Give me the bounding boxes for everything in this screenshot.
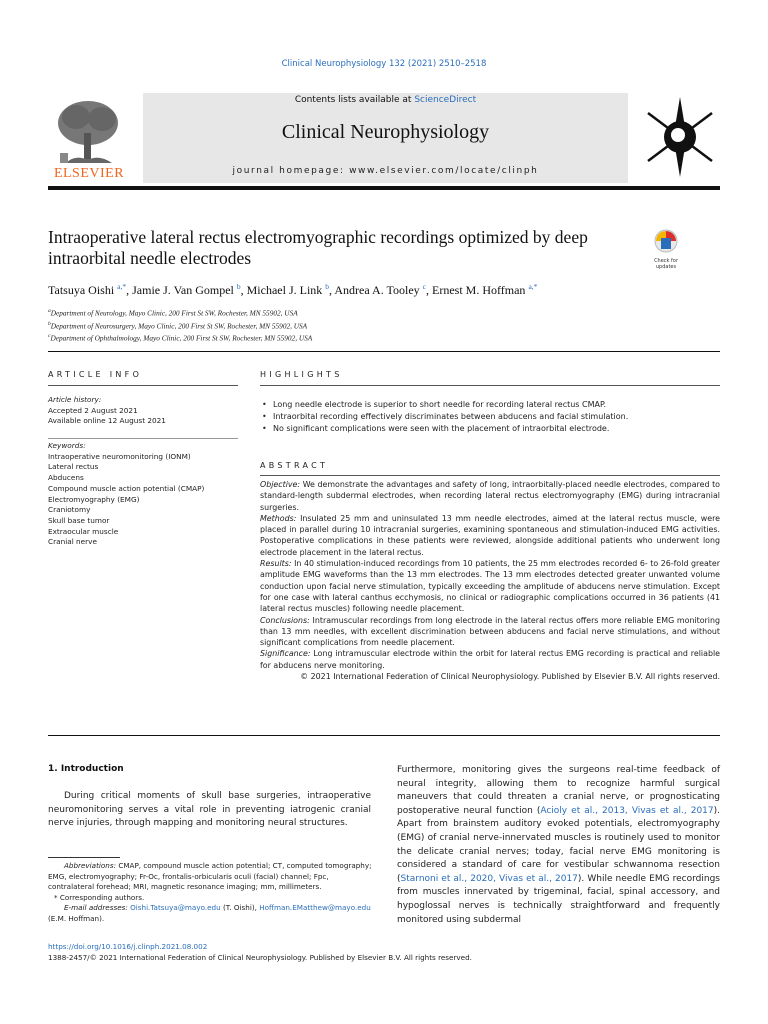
crossmark-label-line2: updates xyxy=(655,264,677,270)
keyword: Compound muscle action potential (CMAP) xyxy=(48,483,205,493)
author-name: Ernest M. Hoffman xyxy=(432,283,526,297)
homepage-prefix: journal homepage: xyxy=(232,166,350,176)
author-list xyxy=(48,282,728,298)
journal-cover-logo xyxy=(640,93,720,181)
title-block-rule xyxy=(48,351,720,352)
highlights-rule xyxy=(260,385,720,386)
abbreviations-footnote xyxy=(48,861,373,893)
abstract-text: In 40 stimulation-induced recordings from 10 patients, the 25 mm electrodes recorded 6- to 26-fold greater amplitude EMG waveforms than the 13 mm electrodes. The 13 mm electrodes detected greater unwanted volume conduction upon facial nerve stimulation, typically exceeding the amplitude of abducens nerve stimulation. Except for one case with lateral canthus ecchymosis, no clinical or radiographic complications occurred in 36 patients (41 lateral rectus muscles) following needle placement. xyxy=(260,559,720,614)
keywords-rule xyxy=(48,438,238,439)
abstract-label: Objective: xyxy=(260,480,301,489)
journal-citation[interactable]: Clinical Neurophysiology 132 (2021) 2510–2518 xyxy=(281,59,487,69)
affiliation-mark: a xyxy=(48,308,51,314)
footnotes xyxy=(48,861,373,925)
keyword: Abducens xyxy=(48,473,84,483)
article-title: Intraoperative lateral rectus electromyographic recordings optimized by deep intraorbital needle electrodes xyxy=(48,227,588,268)
citation-link[interactable]: Acioly et al., 2013, Vivas et al., 2017 xyxy=(540,805,714,816)
highlights-list xyxy=(258,399,728,436)
email-label: E-mail addresses: xyxy=(64,903,128,913)
highlight-item: • Intraorbital recording effectively discriminates between abducens and facial stimulation. xyxy=(258,411,728,423)
body-paragraph xyxy=(397,764,720,927)
body-paragraph: During critical moments of skull base surgeries, intraoperative neuromonitoring serves a vital role in preventing iatrogenic cranial nerve injuries, through mapping and monitoring neural structures. xyxy=(48,791,371,829)
abstract-section xyxy=(260,648,720,671)
accepted-date: Accepted 2 August 2021 xyxy=(48,405,138,415)
author-affil-mark[interactable]: a,* xyxy=(528,282,538,291)
article-history xyxy=(48,395,238,427)
keyword: Skull base tumor xyxy=(48,515,110,525)
author-name: Tatsuya Oishi xyxy=(48,283,115,297)
abstract-label: Methods: xyxy=(260,513,297,523)
contents-line xyxy=(143,95,628,105)
keyword: Craniotomy xyxy=(48,505,91,515)
affiliation-text: Department of Neurosurgery, Mayo Clinic, 200 First St SW, Rochester, MN 55902, USA xyxy=(50,321,308,331)
abbreviations-label: Abbreviations: xyxy=(64,861,117,870)
affiliation-mark: c xyxy=(48,333,51,340)
email-owner: (E.M. Hoffman). xyxy=(48,913,105,923)
front-matter-rule xyxy=(48,735,720,736)
keyword: Extraocular muscle xyxy=(48,526,119,536)
crossmark-label-line1: Check for xyxy=(654,258,678,264)
abstract-text: Long intramuscular electrode within the orbit for lateral rectus EMG recording is practical and reliable for abducens nerve monitoring. xyxy=(260,649,721,670)
header-rule xyxy=(48,186,720,190)
abstract-section xyxy=(260,558,720,614)
author[interactable] xyxy=(334,283,432,297)
abstract-heading: ABSTRACT xyxy=(260,461,329,470)
affiliation-mark: b xyxy=(48,320,51,327)
author-name: Andrea A. Tooley xyxy=(334,283,420,297)
email-footnote xyxy=(48,903,373,924)
author-separator: , xyxy=(329,283,335,297)
publisher-wordmark: ELSEVIER xyxy=(53,166,125,181)
author[interactable] xyxy=(48,283,132,297)
online-date: Available online 12 August 2021 xyxy=(48,416,166,426)
article-info-rule xyxy=(48,385,238,386)
affiliation-text: Department of Neurology, Mayo Clinic, 200 First St SW, Rochester, MN 55902, USA xyxy=(50,308,298,318)
keyword: Cranial nerve xyxy=(48,537,97,547)
citation-link[interactable]: Starnoni et al., 2020, Vivas et al., 2017 xyxy=(400,873,578,884)
check-for-updates-badge[interactable] xyxy=(648,228,684,268)
email-link[interactable]: Oishi.Tatsuya@mayo.edu xyxy=(130,903,221,913)
keyword: Lateral rectus xyxy=(48,462,99,472)
homepage-url[interactable]: www.elsevier.com/locate/clinph xyxy=(349,166,539,176)
abstract-rule xyxy=(260,475,720,476)
history-label: Article history: xyxy=(48,395,102,404)
issn-copyright: 1388-2457/© 2021 International Federation of Clinical Neurophysiology. Published by Elsevier B.V. All rights reserved. xyxy=(48,953,472,962)
email-link[interactable]: Hoffman.EMatthew@mayo.edu xyxy=(259,903,371,913)
abstract-section xyxy=(260,615,720,649)
body-text: ). Apart from brainstem auditory evoked potentials, electromyography (EMG) of cranial nerve-innervated muscles is routinely used to monitor the delicate cranial nerves; today, facial nerve EMG monitoring is considered a standard of care for vestibular schwannoma resection ( xyxy=(397,805,720,884)
affiliation-text: Department of Ophthalmology, Mayo Clinic, 200 First St SW, Rochester, MN 55902, USA xyxy=(50,333,313,343)
affiliation xyxy=(48,306,728,319)
article-info-heading: ARTICLE INFO xyxy=(48,370,143,379)
affiliations xyxy=(48,306,728,344)
abstract-body xyxy=(260,479,720,682)
abstract-label: Results: xyxy=(260,559,292,569)
body-text: ). While needle EMG recordings from muscles innervated by trigeminal, facial, spinal accessory, and hypoglossal nerves is technically straightforward and frequently monitored using subdermal xyxy=(397,873,720,925)
body-text: Furthermore, monitoring gives the surgeons real-time feedback of neural integrity, allowing them to recognize harmful surgical maneuvers that could threaten a cranial nerve, or prognosticating postoperative neural function ( xyxy=(397,765,720,816)
author-affil-mark[interactable]: b xyxy=(325,282,330,291)
body-left-column xyxy=(48,790,371,831)
crossmark-icon xyxy=(648,228,684,254)
journal-homepage xyxy=(143,166,628,176)
author[interactable] xyxy=(247,283,335,297)
author-separator: , xyxy=(240,283,247,297)
journal-title: Clinical Neurophysiology xyxy=(281,121,490,143)
abstract-copyright: © 2021 International Federation of Clinical Neurophysiology. Published by Elsevier B.V. All rights reserved. xyxy=(300,672,720,682)
abstract-label: Significance: xyxy=(260,649,311,659)
author-affil-mark[interactable]: a,* xyxy=(117,282,127,291)
author-name: Jamie J. Van Gompel xyxy=(132,283,234,297)
highlight-item: • Long needle electrode is superior to short needle for recording lateral rectus CMAP. xyxy=(258,399,728,411)
keywords-label: Keywords: xyxy=(48,441,86,450)
author[interactable] xyxy=(132,283,247,297)
abstract-label: Conclusions: xyxy=(260,615,310,625)
introduction-heading: 1. Introduction xyxy=(48,764,124,774)
keyword: Electromyography (EMG) xyxy=(48,494,140,504)
author[interactable] xyxy=(432,283,537,297)
abstract-text: Intramuscular recordings from long electrode in the lateral rectus offers more reliable EMG monitoring than 13 mm needles, with excellent discrimination between abducens and facial nerve stimulations, and without significant complications from needle placement. xyxy=(260,615,720,648)
highlights-heading: HIGHLIGHTS xyxy=(260,370,343,379)
abstract-text: Insulated 25 mm and uninsulated 13 mm needle electrodes, aimed at the lateral rectus muscle, were placed in parallel during 10 intracranial surgeries, examining spontaneous and stimulation-induced EMG activities. Postoperative complications in these patients were reviewed, alongside additional patients who underwent long electrode placement in the lateral rectus. xyxy=(260,513,720,557)
keywords xyxy=(48,441,238,548)
contents-prefix: Contents lists available at xyxy=(294,95,415,105)
affiliation xyxy=(48,331,728,344)
body-right-column xyxy=(397,764,720,927)
author-separator: , xyxy=(426,283,432,297)
author-name: Michael J. Link xyxy=(246,283,323,297)
corresponding-footnote: * Corresponding authors. xyxy=(54,892,145,902)
abstract-section xyxy=(260,513,720,558)
keyword: Intraoperative neuromonitoring (IONM) xyxy=(48,451,191,461)
abstract-section xyxy=(260,479,720,513)
author-affil-mark[interactable]: b xyxy=(236,282,241,291)
crossmark-label xyxy=(648,258,684,270)
sciencedirect-link[interactable]: ScienceDirect xyxy=(414,95,477,105)
affiliation xyxy=(48,319,728,332)
abbreviations-text: CMAP, compound muscle action potential; CT, computed tomography; EMG, electromyography; Fr-Oc, frontalis-orbicularis oculi (facial) channel; Fpc, contralateral forehead; MRI, magnetic resonance imaging; mm, millimeters. xyxy=(48,861,372,892)
abstract-text: We demonstrate the advantages and safety of long, intraorbitally-placed needle electrodes, compared to standard-length subdermal electrodes, when recording lateral rectus electromyography (EMG) during intracranial surgeries. xyxy=(260,480,720,512)
doi-link[interactable]: https://doi.org/10.1016/j.clinph.2021.08.002 xyxy=(48,942,208,951)
footnote-rule xyxy=(48,857,120,858)
author-separator: , xyxy=(126,283,133,297)
email-owner: (T. Oishi), xyxy=(220,903,260,913)
highlight-item: • No significant complications were seen with the placement of intraorbital electrode. xyxy=(258,423,728,435)
author-affil-mark[interactable]: c xyxy=(422,282,426,291)
